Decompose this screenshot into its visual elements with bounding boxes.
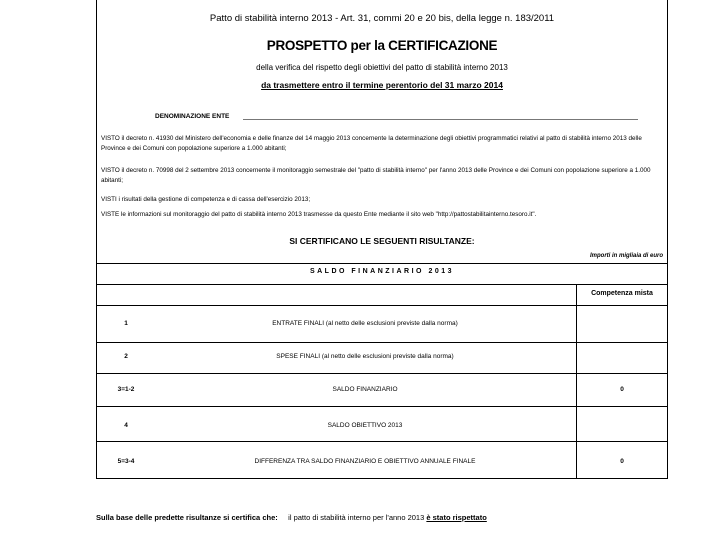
column-divider bbox=[576, 284, 577, 478]
table-divider bbox=[97, 406, 667, 407]
certification-form bbox=[96, 0, 668, 479]
paragraph-decree-1: VISTO il decreto n. 41930 del Ministero dell'economia e delle finanze del 14 maggio 2013 concernente la determinazione degli obiettivi programmatici relativi al patto di stabilità interno 2013 delle Province e dei Comuni con popolazione superiore a 1.000 abitanti; bbox=[101, 135, 642, 152]
paragraph-results: VISTI i risultati della gestione di competenza e di cassa dell'esercizio 2013; bbox=[101, 196, 311, 203]
row-description: SALDO FINANZIARIO bbox=[332, 386, 398, 393]
row-description: SALDO OBIETTIVO 2013 bbox=[327, 422, 403, 429]
table-section-title: SALDO FINANZIARIO 2013 bbox=[309, 268, 455, 275]
row-description: ENTRATE FINALI (al netto delle esclusioni previste dalla norma) bbox=[272, 320, 458, 327]
table-divider bbox=[97, 342, 667, 343]
document-title: Patto di stabilità interno 2013 - Art. 31, commi 20 e 20 bis, della legge n. 183/2011 bbox=[209, 13, 555, 24]
row-code: 4 bbox=[124, 422, 128, 429]
row-value: 0 bbox=[620, 458, 624, 465]
row-value: 0 bbox=[620, 386, 624, 393]
document-heading: PROSPETTO per la CERTIFICAZIONE bbox=[266, 38, 498, 53]
row-code: 3=1-2 bbox=[117, 386, 135, 393]
table-divider bbox=[97, 284, 667, 285]
units-note: Importi in migliaia di euro bbox=[589, 253, 663, 259]
footer-lead: Sulla base delle predette risultanze si certifica che: bbox=[96, 513, 278, 522]
ente-field[interactable] bbox=[243, 119, 638, 120]
footer-outcome: è stato rispettato bbox=[426, 513, 487, 522]
paragraph-decree-2: VISTO il decreto n. 70998 del 2 settembre 2013 concernente il monitoraggio semestrale del "patto di stabilità interno" per l'anno 2013 delle Province e dei Comuni con popolazione superiore a 1.000 abitanti; bbox=[101, 167, 651, 184]
row-code: 5=3-4 bbox=[117, 458, 135, 465]
certify-heading: SI CERTIFICANO LE SEGUENTI RISULTANZE: bbox=[289, 236, 475, 246]
row-description: DIFFERENZA TRA SALDO FINANZIARIO E OBIETTIVO ANNUALE FINALE bbox=[254, 458, 476, 465]
ente-label: DENOMINAZIONE ENTE bbox=[155, 113, 230, 120]
submission-deadline: da trasmettere entro il termine perentorio del 31 marzo 2014 bbox=[261, 80, 503, 90]
column-header-competenza: Competenza mista bbox=[591, 290, 653, 297]
table-divider bbox=[97, 305, 667, 306]
row-code: 1 bbox=[124, 320, 128, 327]
table-divider bbox=[97, 373, 667, 374]
certification-statement bbox=[96, 513, 666, 522]
document-subtitle: della verifica del rispetto degli obiettivi del patto di stabilità interno 2013 bbox=[256, 63, 508, 72]
footer-statement: il patto di stabilità interno per l'anno 2013 bbox=[288, 513, 425, 522]
table-divider bbox=[97, 441, 667, 442]
paragraph-monitoring: VISTE le informazioni sul monitoraggio del patto di stabilità interno 2013 trasmesse da questo Ente mediante il sito web "http://pattostabilitainterno.tesoro.it". bbox=[101, 211, 537, 218]
table-top-border bbox=[97, 263, 667, 264]
row-description: SPESE FINALI (al netto delle esclusioni previste dalla norma) bbox=[276, 353, 454, 360]
row-code: 2 bbox=[124, 353, 128, 360]
